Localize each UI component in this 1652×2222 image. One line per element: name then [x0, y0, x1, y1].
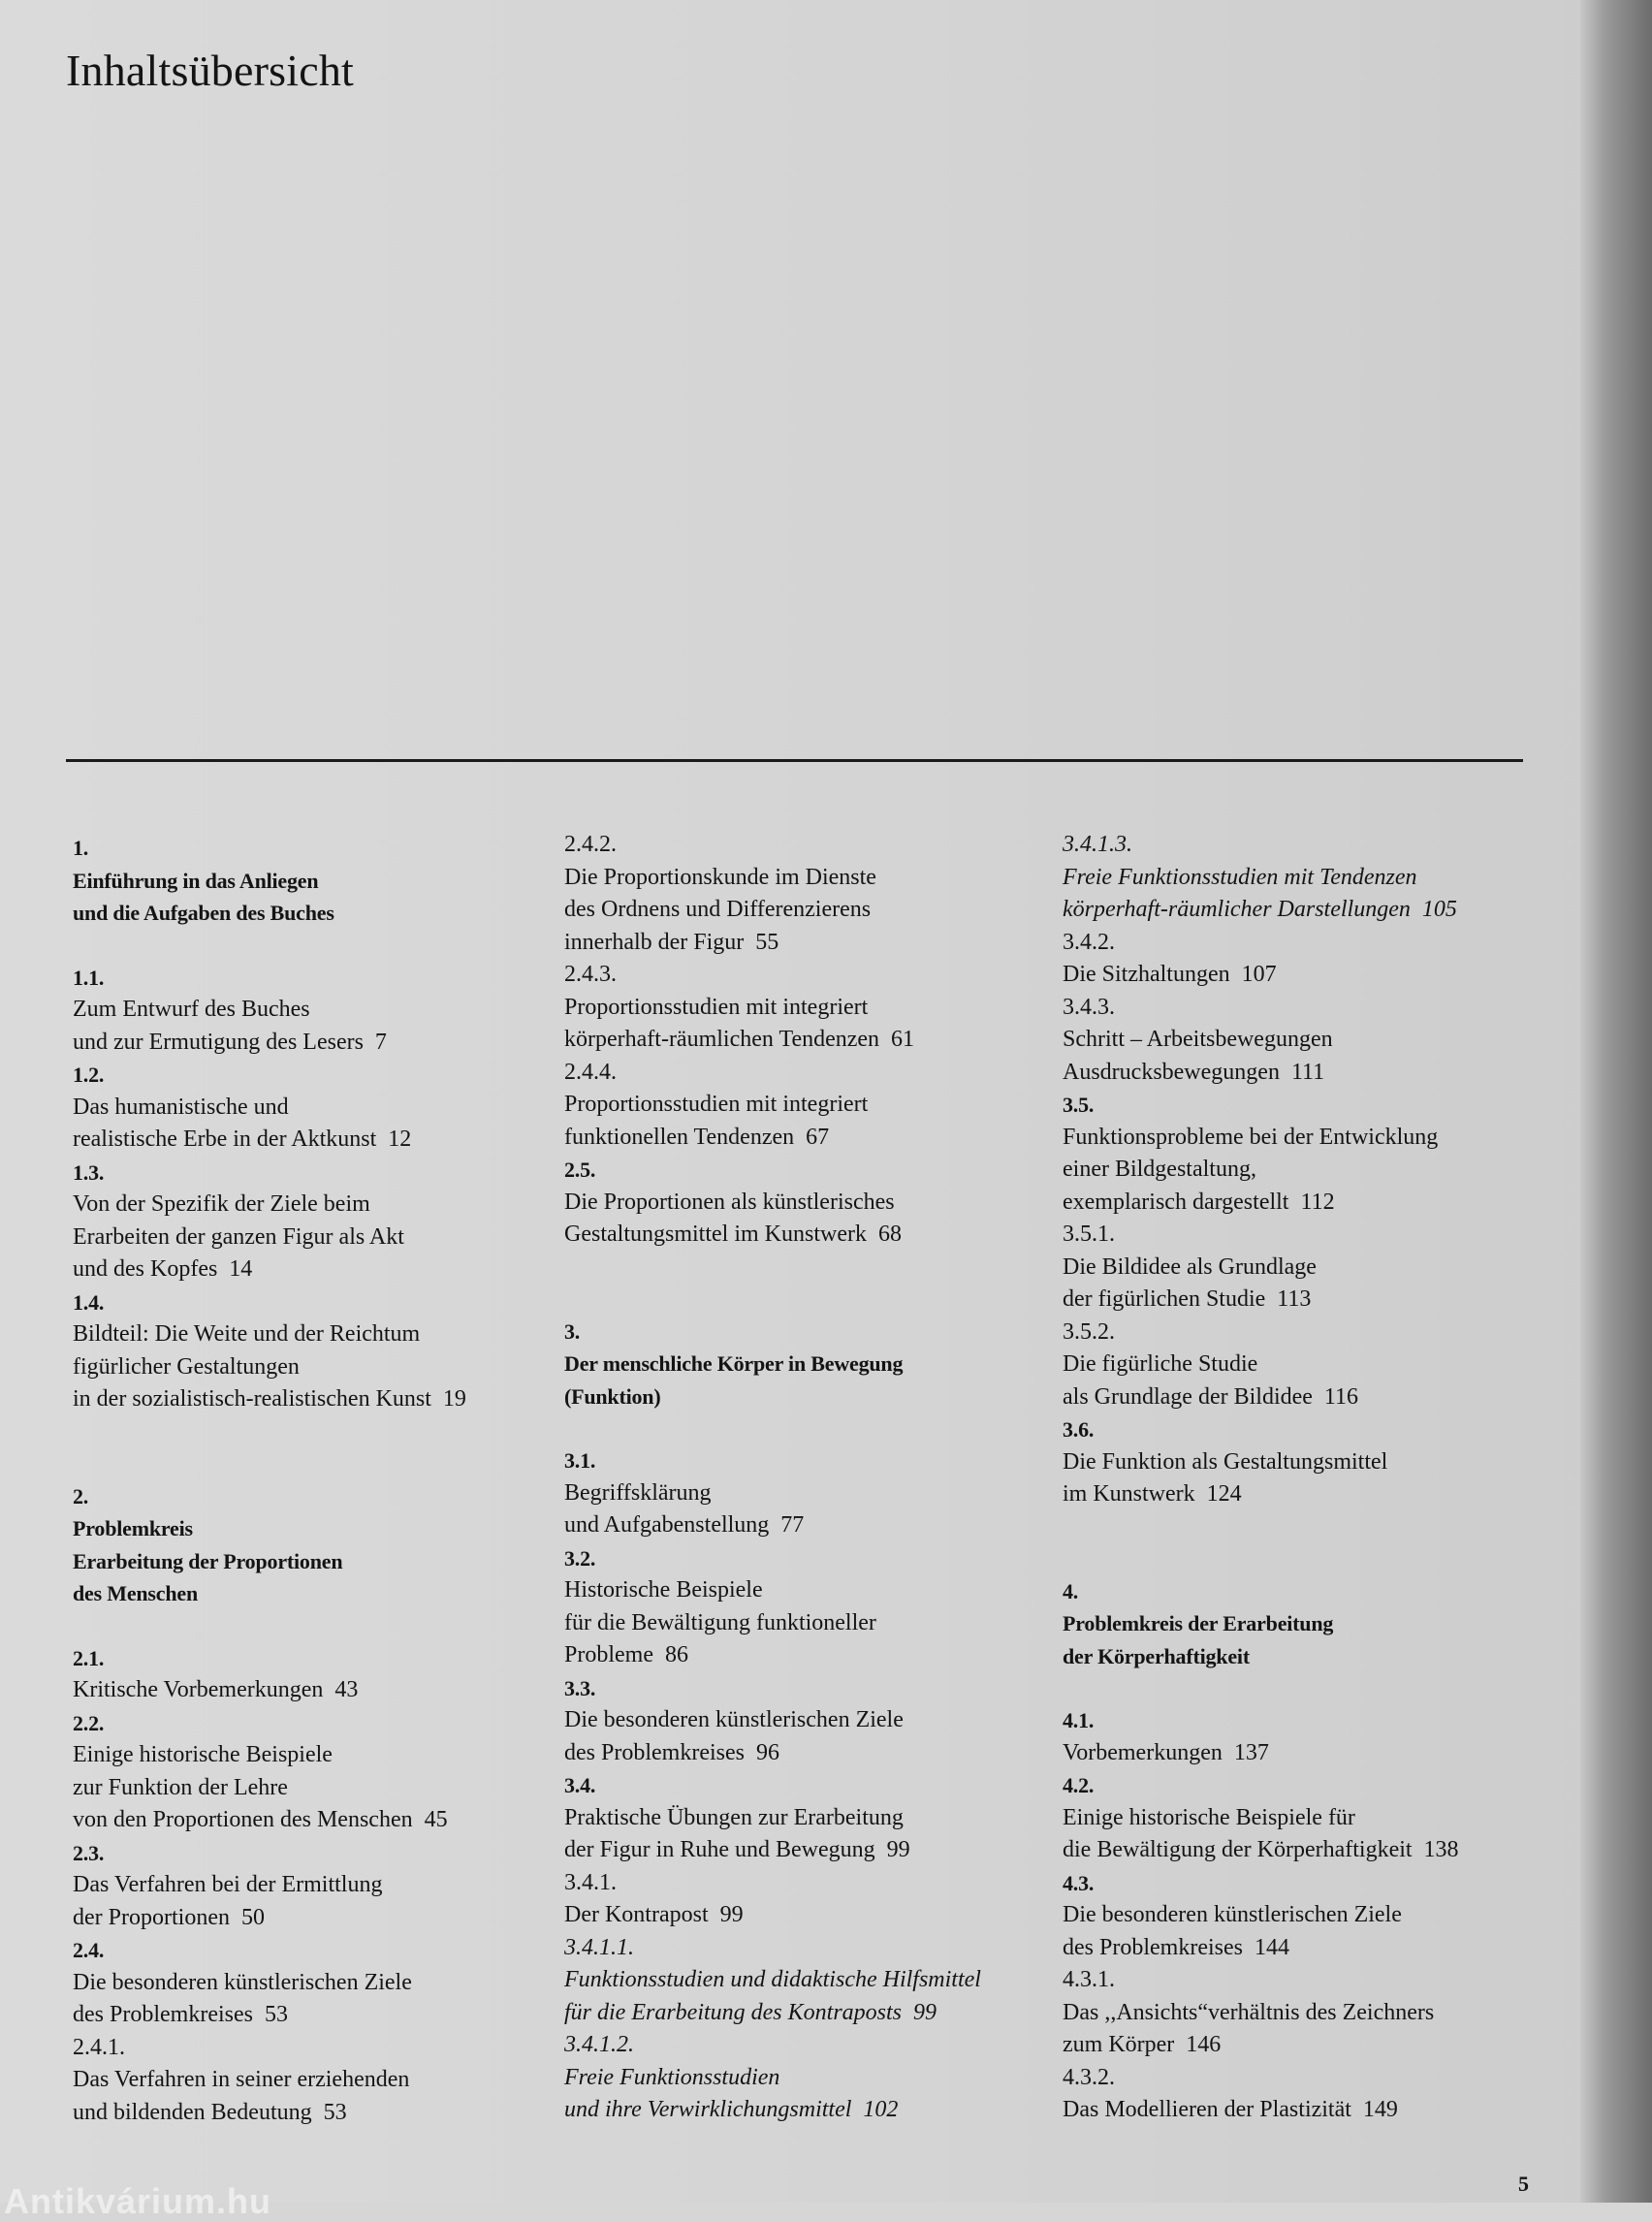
toc-entry-number: 3.4.1.1. — [564, 1934, 634, 1960]
spacer — [1063, 1511, 1547, 1543]
toc-entry — [564, 1932, 1049, 2030]
toc-entry-number: 2.4.2. — [564, 832, 617, 857]
toc-entry-number: 2.2. — [73, 1710, 105, 1735]
spacer — [564, 1284, 1049, 1316]
toc-entry — [1063, 1089, 1547, 1219]
toc-entry — [564, 2029, 1049, 2127]
toc-entry-number: 2.4.1. — [73, 2034, 125, 2060]
spacer — [73, 1610, 557, 1642]
toc-entry-number: 2.4.3. — [564, 962, 617, 987]
toc-entry-number: 3.6. — [1063, 1417, 1095, 1442]
toc-entry-title: Die figürliche Studie als Grundlage der Bildidee 116 — [1063, 1351, 1359, 1410]
toc-entry-title: Die Proportionskunde im Dienste des Ordnens und Differenzierens innerhalb der Figur 55 — [564, 864, 876, 955]
toc-entry-title: Das Verfahren bei der Ermittlung der Proportionen 50 — [73, 1872, 383, 1930]
toc-entry-number: 4.3. — [1063, 1870, 1095, 1895]
toc-entry-title: Die besonderen künstlerischen Ziele des Problemkreises 96 — [564, 1707, 904, 1765]
toc-entry-number: 4.3.1. — [1063, 1967, 1115, 1992]
toc-entry-title: Die Funktion als Gestaltungsmittel im Kunstwerk 124 — [1063, 1448, 1388, 1507]
toc-entry — [564, 959, 1049, 1057]
toc-entry-title: Freie Funktionsstudien mit Tendenzen körperhaft-räumlicher Darstellungen 105 — [1063, 864, 1457, 922]
toc-entry-title: Begriffsklärung und Aufgabenstellung 77 — [564, 1479, 805, 1538]
toc-entry-number: 3.5.1. — [1063, 1222, 1115, 1247]
toc-entry-title: Proportionsstudien mit integriert funktionellen Tendenzen 67 — [564, 1092, 869, 1150]
toc-entry-title: Vorbemerkungen 137 — [1063, 1739, 1269, 1765]
toc-entry — [1063, 829, 1547, 927]
toc-entry-title: Von der Spezifik der Ziele beim Erarbeiten der ganzen Figur als Akt und des Kopfes 14 — [73, 1191, 404, 1282]
toc-entry — [73, 1837, 557, 1935]
toc-entry — [73, 1707, 557, 1837]
toc-entry — [73, 1934, 557, 2032]
toc-entry-title: Funktionsstudien und didaktische Hilfsmittel für die Erarbeitung des Kontraposts 99 — [564, 1967, 981, 2025]
toc-entry-number: 3.5.2. — [1063, 1318, 1115, 1345]
toc-entry — [1063, 2062, 1547, 2127]
toc-entry-title: Schritt – Arbeitsbewegungen Ausdrucksbewegungen 111 — [1063, 1027, 1333, 1085]
toc-entry-number: 4. — [1063, 1578, 1079, 1603]
toc-entry-title: Das Verfahren in seiner erziehenden und bildenden Bedeutung 53 — [73, 2067, 410, 2125]
toc-entry — [73, 2032, 557, 2130]
toc-entry-title: Funktionsprobleme bei der Entwicklung einer Bildgestaltung, exemplarisch dargestellt 112 — [1063, 1124, 1439, 1215]
toc-entry-title: Proportionsstudien mit integriert körperhaft-räumlichen Tendenzen 61 — [564, 994, 915, 1052]
toc-entry-title: Die besonderen künstlerischen Ziele des Problemkreises 144 — [1063, 1902, 1402, 1960]
toc-entry — [564, 1542, 1049, 1672]
toc-entry-number: 2.4. — [73, 1938, 105, 1962]
toc-entry-title: Das Modellieren der Plastizität 149 — [1063, 2097, 1398, 2122]
toc-entry — [1063, 1575, 1547, 1673]
toc-entry — [1063, 1219, 1547, 1317]
spacer — [73, 1448, 557, 1480]
toc-entry — [73, 1059, 557, 1157]
toc-entry-title: Das ,,Ansichts“verhältnis des Zeichners zum Körper 146 — [1063, 1999, 1435, 2057]
spacer — [73, 930, 557, 962]
toc-entry — [73, 832, 557, 930]
toc-entry-number: 3.4.3. — [1063, 994, 1115, 1020]
toc-entry — [564, 1769, 1049, 1867]
toc-entry-number: 2. — [73, 1483, 89, 1508]
toc-entry — [564, 829, 1049, 959]
toc-entry-number: 3.2. — [564, 1545, 596, 1571]
toc-entry — [564, 1672, 1049, 1770]
toc-entry-number: 3.4. — [564, 1773, 596, 1797]
toc-entry — [564, 1444, 1049, 1542]
toc-entry — [1063, 1964, 1547, 2062]
toc-column-2 — [564, 829, 1049, 2127]
toc-entry — [1063, 1867, 1547, 1965]
spacer — [1063, 1543, 1547, 1575]
toc-entry-title: Bildteil: Die Weite und der Reichtum figürlicher Gestaltungen in der sozialistisch-realistischen Kunst 19 — [73, 1321, 466, 1412]
toc-entry-number: 2.1. — [73, 1645, 105, 1670]
toc-entry — [1063, 992, 1547, 1090]
toc-entry-number: 3. — [564, 1318, 581, 1344]
toc-entry — [73, 962, 557, 1060]
toc-entry-title: Praktische Übungen zur Erarbeitung der Figur in Ruhe und Bewegung 99 — [564, 1804, 910, 1862]
toc-entry-number: 1. — [73, 836, 89, 860]
toc-entry — [73, 1286, 557, 1416]
toc-entry-title: Der Kontrapost 99 — [564, 1902, 744, 1927]
divider-rule — [66, 759, 1523, 762]
toc-entry — [1063, 1704, 1547, 1769]
toc-entry-number: 2.5. — [564, 1158, 596, 1182]
toc-entry-title: Die Bildidee als Grundlage der figürlichen Studie 113 — [1063, 1254, 1317, 1312]
toc-entry — [73, 1480, 557, 1610]
toc-column-3 — [1063, 829, 1547, 2127]
toc-entry-number: 3.4.1.3. — [1063, 832, 1132, 857]
toc-entry-title: Problemkreis der Erarbeitung der Körperhaftigkeit — [1063, 1611, 1334, 1668]
toc-entry-title: Problemkreis Erarbeitung der Proportionen des Menschen — [73, 1516, 343, 1605]
toc-entry-number: 1.4. — [73, 1289, 105, 1315]
toc-entry-number: 1.3. — [73, 1159, 105, 1185]
toc-entry-number: 4.1. — [1063, 1708, 1095, 1732]
toc-entry — [564, 1316, 1049, 1413]
toc-entry — [1063, 1317, 1547, 1414]
toc-entry-number: 3.5. — [1063, 1093, 1095, 1117]
spacer — [1063, 1672, 1547, 1704]
toc-entry-number: 3.4.2. — [1063, 929, 1115, 955]
toc-entry-number: 2.3. — [73, 1840, 105, 1865]
page-number: 5 — [1518, 2172, 1529, 2196]
toc-entry-title: Das humanistische und realistische Erbe in der Aktkunst 12 — [73, 1094, 412, 1152]
toc-entry-title: Freie Funktionsstudien und ihre Verwirklichungsmittel 102 — [564, 2064, 899, 2122]
toc-entry — [73, 1157, 557, 1286]
spacer — [564, 1413, 1049, 1444]
toc-entry-title: Zum Entwurf des Buches und zur Ermutigung des Lesers 7 — [73, 997, 387, 1055]
toc-entry-title: Einige historische Beispiele für die Bewältigung der Körperhaftigkeit 138 — [1063, 1804, 1459, 1862]
toc-entry — [564, 1154, 1049, 1252]
toc-entry-number: 3.4.1. — [564, 1869, 617, 1895]
toc-entry-title: Die besonderen künstlerischen Ziele des Problemkreises 53 — [73, 1969, 412, 2027]
toc-entry-number: 2.4.4. — [564, 1059, 617, 1085]
page-title: Inhaltsübersicht — [66, 46, 355, 95]
toc-entry — [1063, 927, 1547, 992]
toc-entry — [1063, 1769, 1547, 1867]
spacer — [564, 1252, 1049, 1284]
watermark: Antikvárium.hu — [4, 2181, 272, 2221]
book-spine-shadow — [1580, 0, 1652, 2203]
toc-entry-number: 4.3.2. — [1063, 2064, 1115, 2090]
toc-entry-title: Kritische Vorbemerkungen 43 — [73, 1677, 359, 1702]
spacer — [73, 1416, 557, 1448]
toc-entry — [564, 1867, 1049, 1932]
toc-entry — [564, 1057, 1049, 1155]
toc-entry-number: 3.3. — [564, 1675, 596, 1700]
toc-entry-title: Die Proportionen als künstlerisches Gestaltungsmittel im Kunstwerk 68 — [564, 1189, 902, 1247]
toc-entry-number: 1.2. — [73, 1063, 105, 1087]
toc-entry-title: Der menschliche Körper in Bewegung (Funktion) — [564, 1351, 904, 1409]
toc-entry-number: 3.4.1.2. — [564, 2032, 634, 2057]
toc-column-1 — [73, 832, 557, 2129]
toc-entry-title: Einführung in das Anliegen und die Aufgaben des Buches — [73, 868, 334, 925]
toc-entry-title: Die Sitzhaltungen 107 — [1063, 962, 1277, 987]
toc-entry — [1063, 1413, 1547, 1511]
toc-entry-number: 4.2. — [1063, 1773, 1095, 1797]
toc-entry-number: 1.1. — [73, 965, 105, 990]
toc-entry-title: Einige historische Beispiele zur Funktion der Lehre von den Proportionen des Menschen 45 — [73, 1742, 448, 1832]
toc-entry-number: 3.1. — [564, 1448, 596, 1473]
toc-entry-title: Historische Beispiele für die Bewältigung funktioneller Probleme 86 — [564, 1577, 876, 1667]
toc-entry — [73, 1642, 557, 1707]
